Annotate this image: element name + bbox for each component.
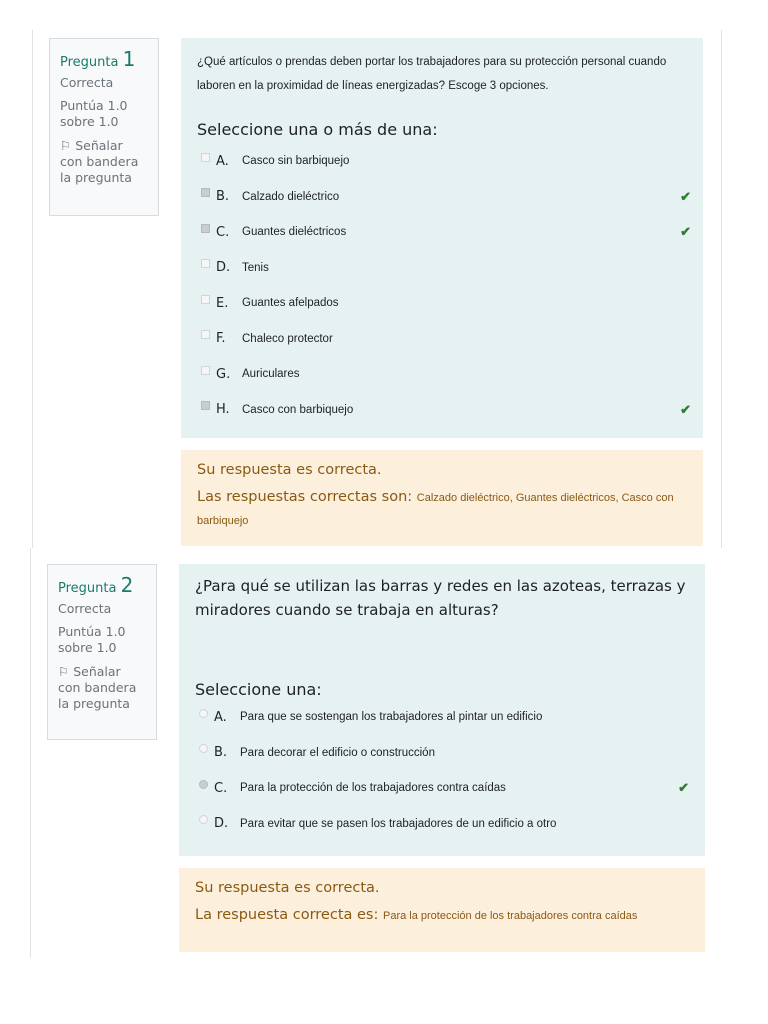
question-number-value: 2 (120, 573, 134, 597)
answer-option[interactable] (201, 328, 691, 350)
option-letter: C. (214, 780, 228, 796)
option-text: Auriculares (242, 368, 300, 380)
checkbox[interactable] (201, 295, 210, 304)
checkbox[interactable] (201, 224, 210, 233)
question-info (47, 564, 157, 740)
option-letter: A. (214, 709, 227, 725)
radio-button[interactable] (199, 780, 208, 789)
answer-option[interactable] (201, 257, 691, 279)
option-text: Chaleco protector (242, 332, 333, 345)
option-text: Para decorar el edificio o construcción (240, 746, 435, 759)
question-1 (32, 30, 722, 548)
question-grade: Puntúa 1.0 sobre 1.0 (60, 98, 128, 129)
option-text: Para que se sostengan los trabajadores al pintar un edificio (240, 711, 543, 723)
checkbox[interactable] (201, 259, 210, 268)
correct-answer-value: Para la protección de los trabajadores contra caídas (382, 910, 638, 922)
option-text: Para la protección de los trabajadores contra caídas (240, 782, 506, 794)
answer-option[interactable] (201, 186, 691, 208)
question-text: ¿Qué artículos o prendas deben portar los trabajadores para su protección personal cuando laboren en la proximidad de líneas energizadas? Escoge 3 opciones. (197, 56, 667, 92)
option-letter: F. (216, 331, 226, 346)
answer-option[interactable] (199, 777, 689, 799)
answer-option[interactable] (201, 150, 691, 172)
flag-question-link[interactable] (58, 664, 146, 712)
feedback-status: Su respuesta es correcta. (197, 462, 382, 478)
question-state: Correcta (58, 601, 112, 616)
radio-button[interactable] (199, 709, 208, 718)
check-icon: ✔ (680, 401, 691, 417)
question-formulation (179, 564, 705, 856)
flag-question-label: Señalar con bandera la pregunta (60, 138, 139, 185)
checkbox[interactable] (201, 153, 210, 162)
check-icon: ✔ (680, 224, 691, 239)
question-label: Pregunta (60, 55, 119, 70)
answer-option[interactable] (201, 399, 691, 421)
option-letter: A. (216, 153, 229, 169)
option-letter: E. (216, 295, 229, 311)
radio-button[interactable] (199, 815, 208, 824)
option-letter: C. (216, 224, 230, 240)
answer-prompt: Seleccione una o más de una: (197, 120, 438, 139)
correct-answer-label: Las respuestas correctas son: (197, 489, 413, 505)
checkbox[interactable] (201, 366, 210, 375)
feedback-panel (179, 868, 705, 952)
checkbox[interactable] (201, 330, 210, 339)
option-text: Tenis (242, 261, 269, 274)
check-icon: ✔ (680, 188, 691, 204)
option-letter: D. (214, 816, 229, 831)
option-letter: B. (216, 189, 230, 204)
answer-option[interactable] (201, 363, 691, 385)
question-state: Correcta (60, 75, 114, 90)
correct-answer-label: La respuesta correcta es: (195, 907, 379, 923)
question-info (49, 38, 159, 216)
option-letter: D. (216, 260, 231, 275)
answer-option[interactable] (199, 813, 689, 835)
answer-option[interactable] (201, 221, 691, 243)
option-letter: H. (216, 402, 230, 417)
question-number-value: 1 (122, 47, 136, 71)
option-letter: B. (214, 745, 228, 760)
option-text: Guantes dieléctricos (242, 226, 347, 238)
correct-answer-feedback (197, 486, 687, 532)
question-label: Pregunta (58, 581, 117, 596)
question-number (58, 573, 146, 597)
answer-prompt: Seleccione una: (195, 680, 322, 699)
question-text: ¿Para qué se utilizan las barras y redes en las azoteas, terrazas y miradores cuando se trabaja en alturas? (195, 577, 686, 619)
flag-question-label: Señalar con bandera la pregunta (58, 664, 137, 711)
correct-answer-feedback (195, 904, 689, 927)
correct-answer-value: Calzado dieléctrico, Guantes dieléctricos, Casco con barbiquejo (197, 492, 674, 527)
checkbox[interactable] (201, 188, 210, 197)
option-text: Para evitar que se pasen los trabajadores de un edificio a otro (240, 817, 557, 830)
option-text: Casco sin barbiquejo (242, 155, 350, 167)
flag-icon: ⚐ (60, 138, 72, 153)
answer-option[interactable] (199, 742, 689, 764)
option-letter: G. (216, 366, 231, 382)
feedback-status: Su respuesta es correcta. (195, 880, 380, 896)
question-formulation (181, 38, 703, 438)
flag-icon: ⚐ (58, 664, 70, 679)
option-text: Guantes afelpados (242, 297, 339, 309)
option-text: Casco con barbiquejo (242, 403, 354, 416)
question-grade: Puntúa 1.0 sobre 1.0 (58, 624, 126, 655)
question-number (60, 47, 148, 71)
option-text: Calzado dieléctrico (242, 190, 340, 203)
check-icon: ✔ (678, 780, 689, 795)
answer-option[interactable] (199, 706, 689, 728)
checkbox[interactable] (201, 401, 210, 410)
flag-question-link[interactable] (60, 138, 148, 186)
radio-button[interactable] (199, 744, 208, 753)
question-2 (30, 548, 721, 958)
answer-option[interactable] (201, 292, 691, 314)
feedback-panel (181, 450, 703, 546)
